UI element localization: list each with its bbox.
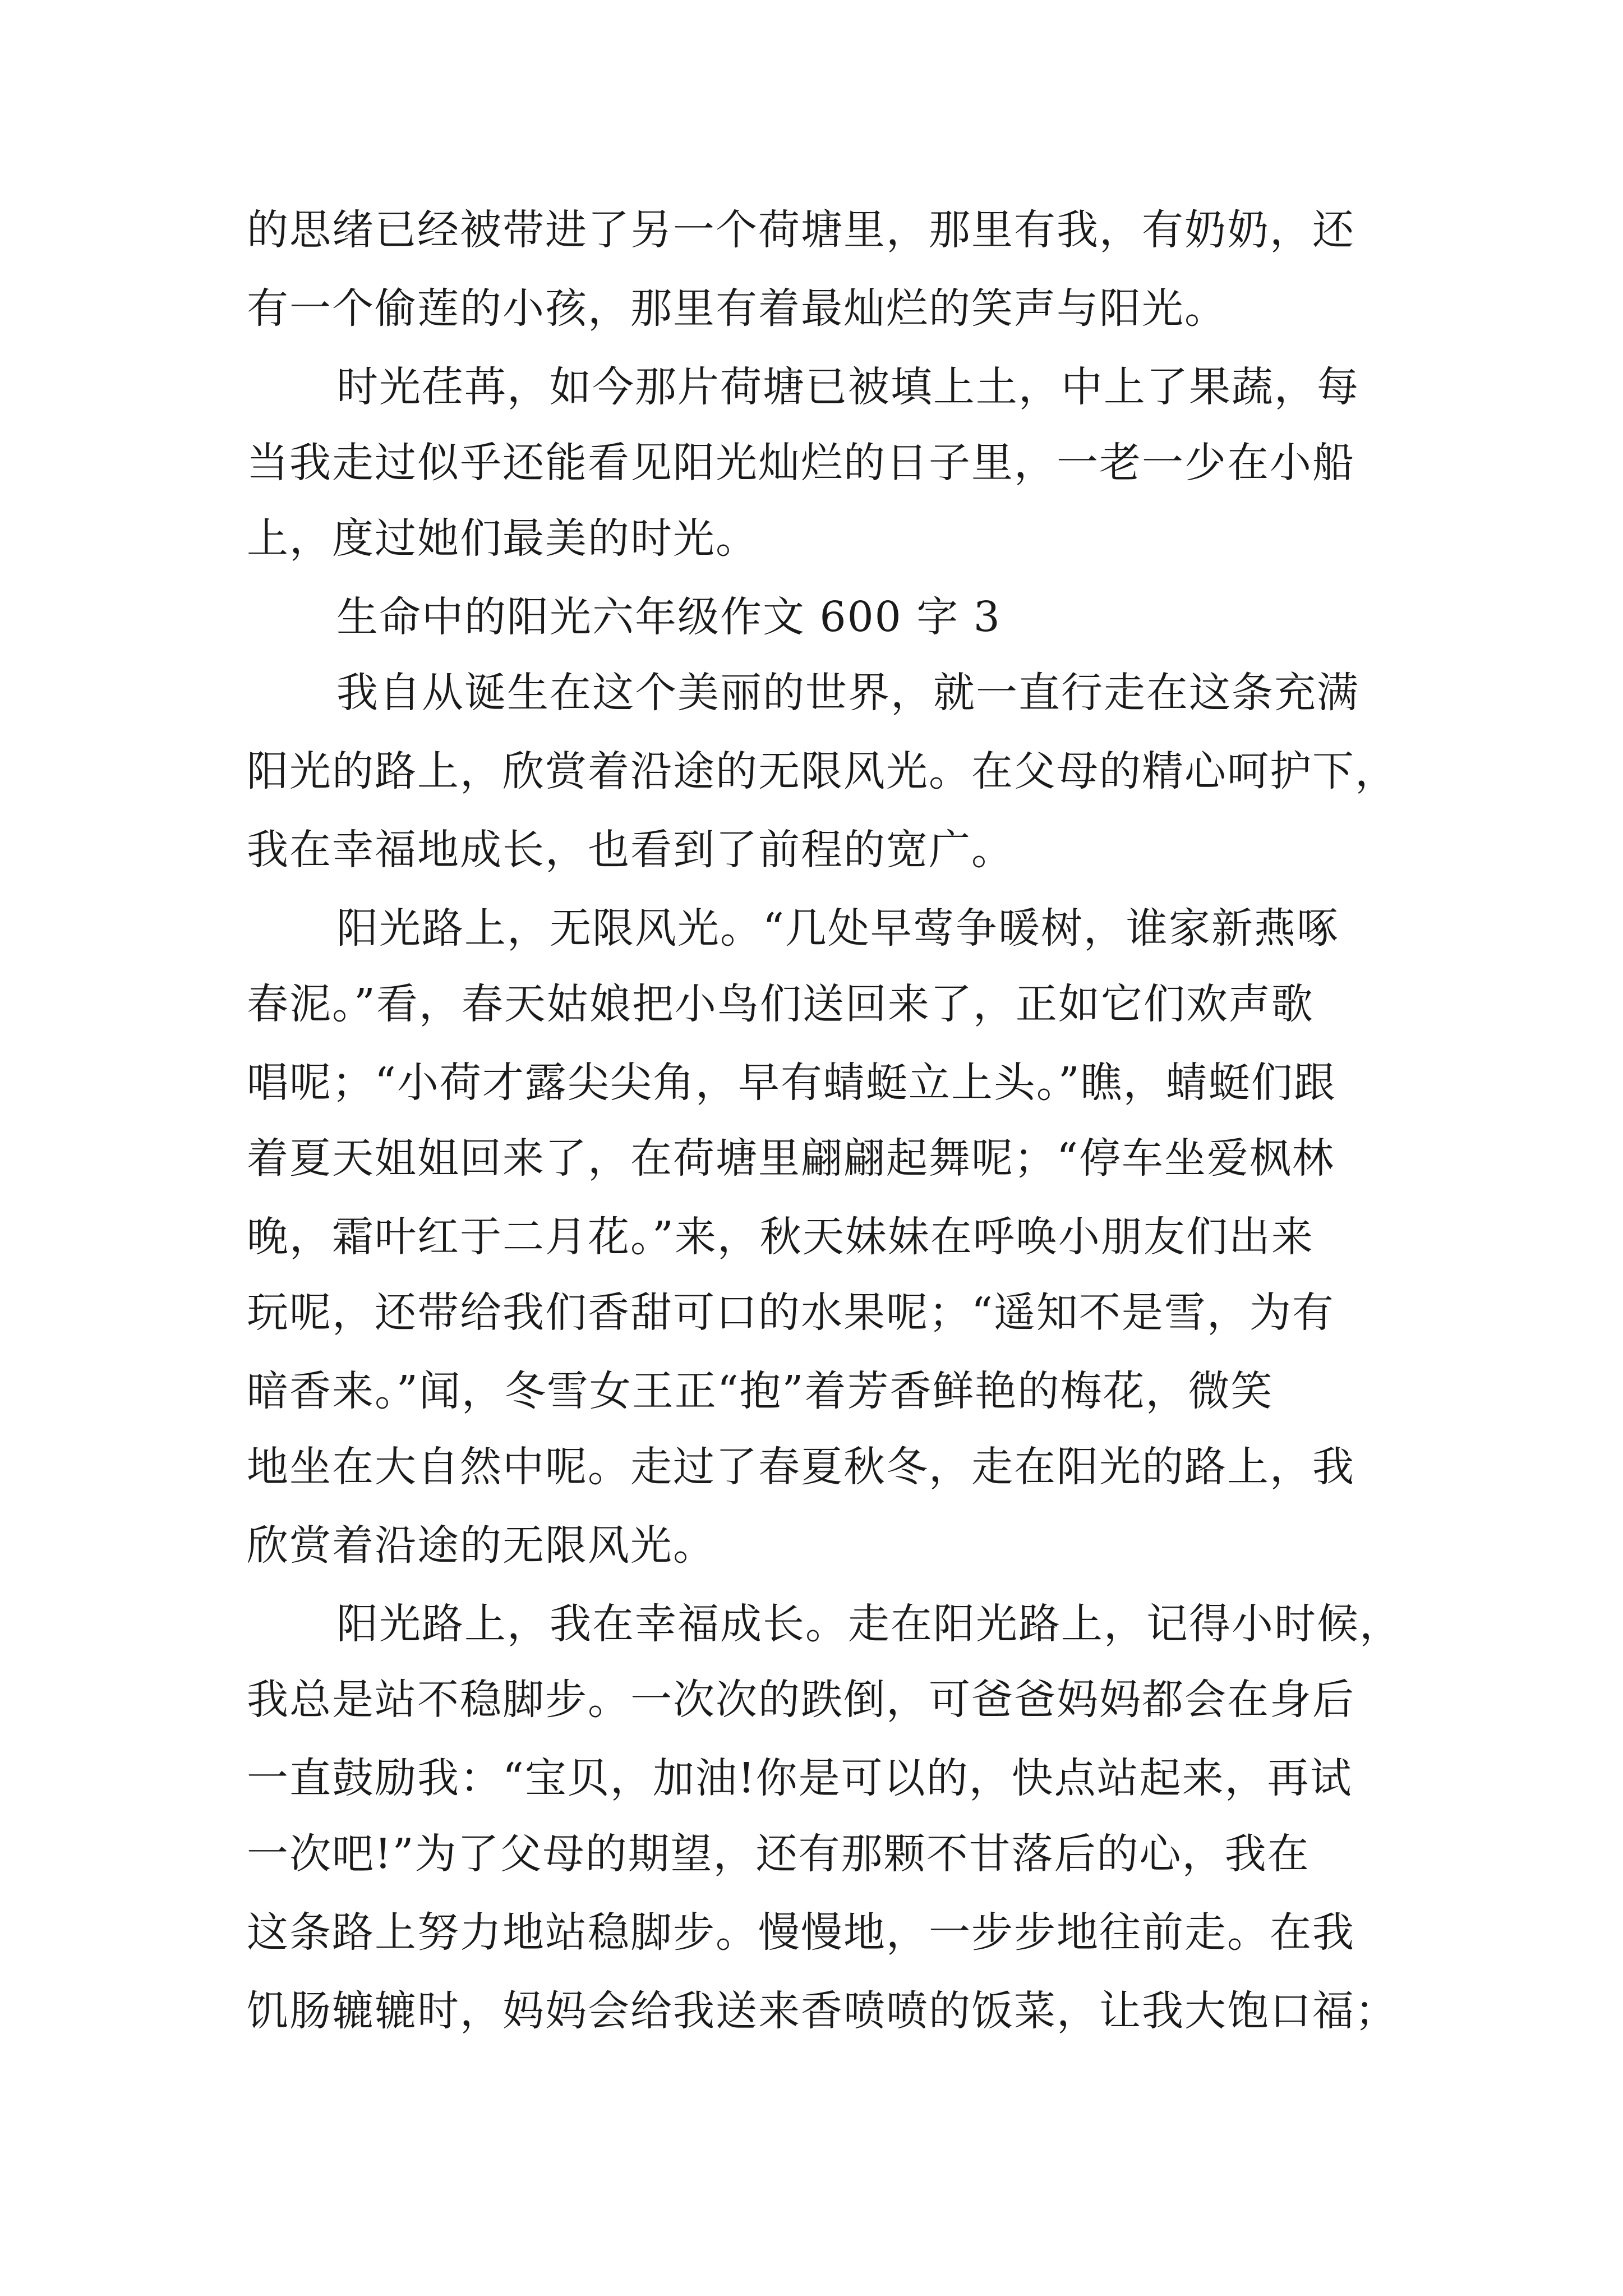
- text-line: 晚，霜叶红于二月花。”来，秋天妹妹在呼唤小朋友们出来: [247, 1213, 1314, 1261]
- text-line: 有一个偷莲的小孩，那里有着最灿烂的笑声与阳光。: [247, 284, 1227, 333]
- text-line: 唱呢；“小荷才露尖尖角，早有蜻蜓立上头。”瞧，蜻蜓们跟: [247, 1059, 1336, 1107]
- paragraph-first-line: 我自从诞生在这个美丽的世界，就一直行走在这条充满: [336, 669, 1359, 717]
- text-line: 暗香来。”闻，冬雪女王正“抱”着芳香鲜艳的梅花，微笑: [247, 1367, 1274, 1415]
- text-line: 我在幸福地成长，也看到了前程的宽广。: [247, 826, 1014, 874]
- text-line: 上，度过她们最美的时光。: [247, 514, 758, 563]
- paragraph-first-line: 阳光路上，我在幸福成长。走在阳光路上，记得小时候，: [336, 1600, 1402, 1648]
- section-heading: 生命中的阳光六年级作文 600 字 3: [336, 593, 1001, 641]
- text-line: 地坐在大自然中呢。走过了春夏秋冬，走在阳光的路上，我: [247, 1443, 1355, 1491]
- paragraph-first-line: 时光荏苒，如今那片荷塘已被填上土，中上了果蔬，每: [336, 363, 1359, 411]
- text-line: 春泥。”看，春天姑娘把小鸟们送回来了，正如它们欢声歌: [247, 980, 1314, 1028]
- paragraph-first-line: 阳光路上，无限风光。“几处早莺争暖树，谁家新燕啄: [336, 904, 1339, 953]
- text-line: 一直鼓励我：“宝贝，加油!你是可以的，快点站起来，再试: [247, 1754, 1353, 1802]
- text-line: 的思绪已经被带进了另一个荷塘里，那里有我，有奶奶，还: [247, 206, 1355, 254]
- text-line: 饥肠辘辘时，妈妈会给我送来香喷喷的饭菜，让我大饱口福；: [247, 1987, 1398, 2035]
- text-line: 阳光的路上，欣赏着沿途的无限风光。在父母的精心呵护下，: [247, 747, 1398, 795]
- text-line: 这条路上努力地站稳脚步。慢慢地，一步步地往前走。在我: [247, 1908, 1355, 1957]
- text-line: 欣赏着沿途的无限风光。: [247, 1521, 716, 1570]
- text-line: 我总是站不稳脚步。一次次的跌倒，可爸爸妈妈都会在身后: [247, 1676, 1355, 1724]
- text-line: 当我走过似乎还能看见阳光灿烂的日子里，一老一少在小船: [247, 439, 1355, 487]
- text-line: 一次吧!”为了父母的期望，还有那颗不甘落后的心，我在: [247, 1830, 1310, 1878]
- text-line: 着夏天姐姐回来了，在荷塘里翩翩起舞呢；“停车坐爱枫林: [247, 1134, 1335, 1182]
- text-line: 玩呢，还带给我们香甜可口的水果呢；“遥知不是雪，为有: [247, 1289, 1335, 1337]
